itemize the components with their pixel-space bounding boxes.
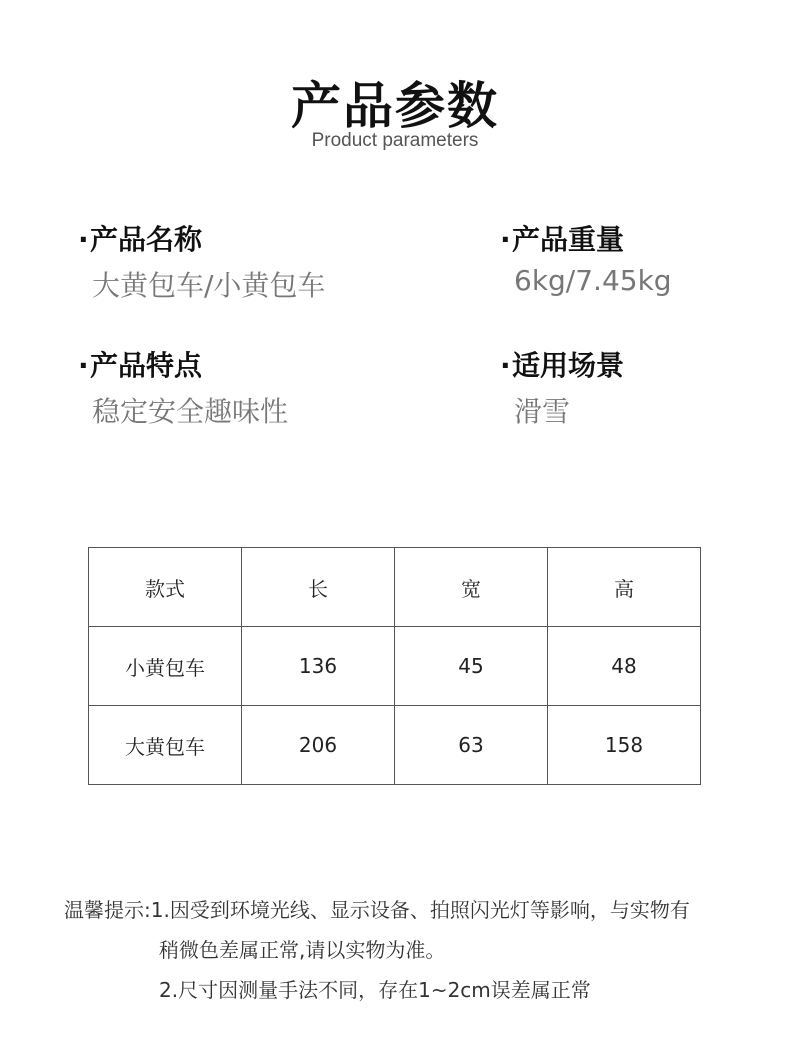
param-label: 产品特点 — [90, 349, 203, 382]
page-title: 产品参数 — [291, 77, 499, 135]
table-cell: 63 — [395, 706, 548, 785]
table-row — [89, 627, 701, 706]
bullet-dot: · — [78, 349, 89, 382]
table-cell: 136 — [242, 627, 395, 706]
param-product-weight — [500, 218, 672, 297]
param-product-name — [78, 218, 325, 304]
bullet-dot: · — [500, 349, 511, 382]
page-subtitle: Product parameters — [311, 130, 479, 151]
table-header-cell: 款式 — [89, 548, 242, 627]
table-header-cell: 宽 — [395, 548, 548, 627]
param-value: 滑雪 — [514, 395, 571, 428]
param-usage-scene — [500, 344, 624, 430]
param-label: 适用场景 — [512, 349, 625, 382]
table-cell: 206 — [242, 706, 395, 785]
table-row — [89, 706, 701, 785]
param-value: 6kg/7.45kg — [514, 264, 672, 297]
table-cell: 大黄包车 — [89, 706, 242, 785]
bullet-dot: · — [78, 223, 89, 256]
note-line: 温馨提示:1.因受到环境光线、显示设备、拍照闪光灯等影响，与实物有 — [64, 898, 690, 922]
size-table — [88, 547, 701, 785]
note-line: 2.尺寸因测量手法不同，存在1~2cm误差属正常 — [159, 978, 591, 1002]
table-cell: 48 — [548, 627, 701, 706]
param-value: 大黄包车/小黄包车 — [92, 269, 326, 302]
table-cell: 小黄包车 — [89, 627, 242, 706]
param-product-features — [78, 344, 288, 430]
table-header-cell: 长 — [242, 548, 395, 627]
bullet-dot: · — [500, 223, 511, 256]
param-label: 产品重量 — [512, 223, 625, 256]
table-header-row — [89, 548, 701, 627]
table-header-cell: 高 — [548, 548, 701, 627]
notes — [64, 890, 690, 1010]
table-cell: 45 — [395, 627, 548, 706]
param-value: 稳定安全趣味性 — [92, 395, 289, 428]
note-line: 稍微色差属正常,请以实物为准。 — [159, 938, 446, 962]
table-cell: 158 — [548, 706, 701, 785]
param-label: 产品名称 — [90, 223, 203, 256]
